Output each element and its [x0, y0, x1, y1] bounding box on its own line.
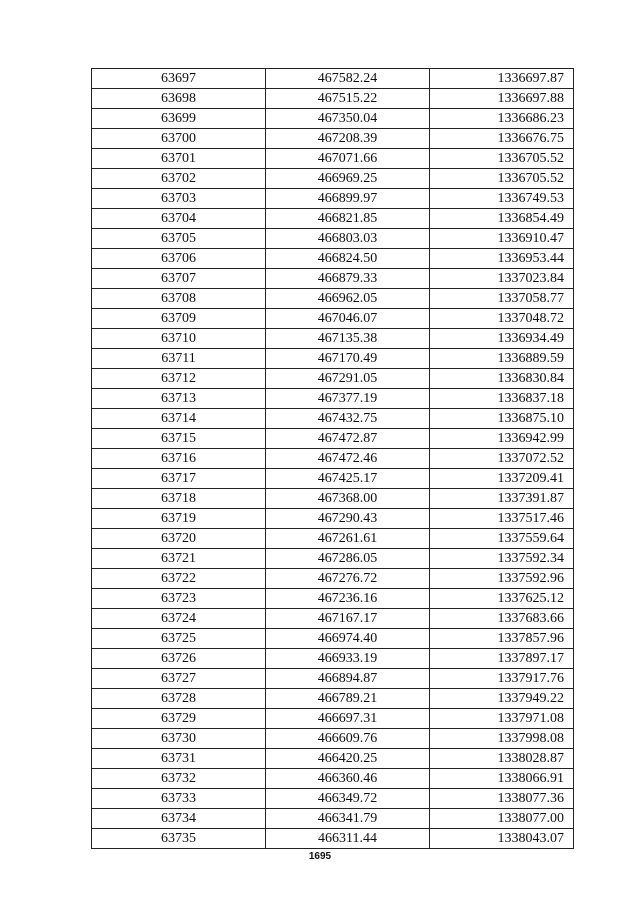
x-coordinate-cell: 466969.25	[266, 169, 430, 189]
point-id-cell: 63727	[92, 669, 266, 689]
table-row	[92, 469, 574, 489]
y-coordinate-cell: 1337023.84	[430, 269, 574, 289]
point-id-cell: 63707	[92, 269, 266, 289]
x-coordinate-cell: 466789.21	[266, 689, 430, 709]
table-row	[92, 569, 574, 589]
y-coordinate-cell: 1336830.84	[430, 369, 574, 389]
x-coordinate-cell: 467290.43	[266, 509, 430, 529]
table-row	[92, 229, 574, 249]
table-row	[92, 609, 574, 629]
point-id-cell: 63734	[92, 809, 266, 829]
point-id-cell: 63732	[92, 769, 266, 789]
y-coordinate-cell: 1337592.34	[430, 549, 574, 569]
table-row	[92, 349, 574, 369]
x-coordinate-cell: 466420.25	[266, 749, 430, 769]
point-id-cell: 63697	[92, 69, 266, 89]
table-row	[92, 189, 574, 209]
x-coordinate-cell: 466609.76	[266, 729, 430, 749]
table-row	[92, 669, 574, 689]
point-id-cell: 63710	[92, 329, 266, 349]
y-coordinate-cell: 1336934.49	[430, 329, 574, 349]
y-coordinate-cell: 1337592.96	[430, 569, 574, 589]
y-coordinate-cell: 1336749.53	[430, 189, 574, 209]
x-coordinate-cell: 466341.79	[266, 809, 430, 829]
y-coordinate-cell: 1337897.17	[430, 649, 574, 669]
table-row	[92, 529, 574, 549]
x-coordinate-cell: 466824.50	[266, 249, 430, 269]
table-row	[92, 789, 574, 809]
x-coordinate-cell: 467046.07	[266, 309, 430, 329]
table-row	[92, 629, 574, 649]
y-coordinate-cell: 1338077.00	[430, 809, 574, 829]
y-coordinate-cell: 1338043.07	[430, 829, 574, 849]
x-coordinate-cell: 467350.04	[266, 109, 430, 129]
table-row	[92, 89, 574, 109]
y-coordinate-cell: 1336705.52	[430, 169, 574, 189]
y-coordinate-cell: 1338066.91	[430, 769, 574, 789]
point-id-cell: 63721	[92, 549, 266, 569]
y-coordinate-cell: 1338028.87	[430, 749, 574, 769]
x-coordinate-cell: 467071.66	[266, 149, 430, 169]
point-id-cell: 63719	[92, 509, 266, 529]
x-coordinate-cell: 467515.22	[266, 89, 430, 109]
table-row	[92, 369, 574, 389]
x-coordinate-cell: 466311.44	[266, 829, 430, 849]
y-coordinate-cell: 1336953.44	[430, 249, 574, 269]
x-coordinate-cell: 467208.39	[266, 129, 430, 149]
x-coordinate-cell: 466803.03	[266, 229, 430, 249]
y-coordinate-cell: 1337391.87	[430, 489, 574, 509]
y-coordinate-cell: 1336889.59	[430, 349, 574, 369]
x-coordinate-cell: 466349.72	[266, 789, 430, 809]
point-id-cell: 63735	[92, 829, 266, 849]
y-coordinate-cell: 1337917.76	[430, 669, 574, 689]
point-id-cell: 63730	[92, 729, 266, 749]
x-coordinate-cell: 467276.72	[266, 569, 430, 589]
point-id-cell: 63731	[92, 749, 266, 769]
x-coordinate-cell: 467582.24	[266, 69, 430, 89]
point-id-cell: 63699	[92, 109, 266, 129]
table-row	[92, 169, 574, 189]
table-row	[92, 509, 574, 529]
y-coordinate-cell: 1337971.08	[430, 709, 574, 729]
table-row	[92, 329, 574, 349]
y-coordinate-cell: 1337998.08	[430, 729, 574, 749]
x-coordinate-cell: 467236.16	[266, 589, 430, 609]
y-coordinate-cell: 1337517.46	[430, 509, 574, 529]
table-row	[92, 489, 574, 509]
x-coordinate-cell: 467286.05	[266, 549, 430, 569]
table-row	[92, 449, 574, 469]
x-coordinate-cell: 466697.31	[266, 709, 430, 729]
point-id-cell: 63711	[92, 349, 266, 369]
point-id-cell: 63733	[92, 789, 266, 809]
point-id-cell: 63717	[92, 469, 266, 489]
point-id-cell: 63723	[92, 589, 266, 609]
point-id-cell: 63725	[92, 629, 266, 649]
x-coordinate-cell: 466821.85	[266, 209, 430, 229]
point-id-cell: 63720	[92, 529, 266, 549]
x-coordinate-cell: 466899.97	[266, 189, 430, 209]
table-row	[92, 389, 574, 409]
y-coordinate-cell: 1336837.18	[430, 389, 574, 409]
table-row	[92, 309, 574, 329]
point-id-cell: 63718	[92, 489, 266, 509]
y-coordinate-cell: 1337048.72	[430, 309, 574, 329]
table-row	[92, 69, 574, 89]
x-coordinate-cell: 467170.49	[266, 349, 430, 369]
y-coordinate-cell: 1337949.22	[430, 689, 574, 709]
point-id-cell: 63708	[92, 289, 266, 309]
table-row	[92, 729, 574, 749]
table-row	[92, 129, 574, 149]
point-id-cell: 63729	[92, 709, 266, 729]
point-id-cell: 63712	[92, 369, 266, 389]
y-coordinate-cell: 1336910.47	[430, 229, 574, 249]
page-number: 1695	[308, 851, 332, 862]
point-id-cell: 63716	[92, 449, 266, 469]
x-coordinate-cell: 467472.46	[266, 449, 430, 469]
y-coordinate-cell: 1336942.99	[430, 429, 574, 449]
table-row	[92, 109, 574, 129]
x-coordinate-cell: 466962.05	[266, 289, 430, 309]
table-row	[92, 209, 574, 229]
table-row	[92, 749, 574, 769]
table-row	[92, 709, 574, 729]
point-id-cell: 63713	[92, 389, 266, 409]
table-row	[92, 149, 574, 169]
point-id-cell: 63705	[92, 229, 266, 249]
point-id-cell: 63714	[92, 409, 266, 429]
y-coordinate-cell: 1337559.64	[430, 529, 574, 549]
table-row	[92, 829, 574, 849]
table-row	[92, 549, 574, 569]
x-coordinate-cell: 466974.40	[266, 629, 430, 649]
y-coordinate-cell: 1337058.77	[430, 289, 574, 309]
y-coordinate-cell: 1337857.96	[430, 629, 574, 649]
table-row	[92, 809, 574, 829]
table-row	[92, 649, 574, 669]
x-coordinate-cell: 467432.75	[266, 409, 430, 429]
y-coordinate-cell: 1336697.87	[430, 69, 574, 89]
x-coordinate-cell: 467135.38	[266, 329, 430, 349]
point-id-cell: 63709	[92, 309, 266, 329]
table-row	[92, 269, 574, 289]
table-row	[92, 689, 574, 709]
coordinate-table	[91, 68, 574, 849]
y-coordinate-cell: 1336875.10	[430, 409, 574, 429]
table-row	[92, 589, 574, 609]
y-coordinate-cell: 1337209.41	[430, 469, 574, 489]
table-row	[92, 769, 574, 789]
x-coordinate-cell: 466894.87	[266, 669, 430, 689]
table-row	[92, 289, 574, 309]
table-row	[92, 429, 574, 449]
x-coordinate-cell: 466360.46	[266, 769, 430, 789]
point-id-cell: 63722	[92, 569, 266, 589]
y-coordinate-cell: 1336705.52	[430, 149, 574, 169]
x-coordinate-cell: 467167.17	[266, 609, 430, 629]
point-id-cell: 63724	[92, 609, 266, 629]
x-coordinate-cell: 467472.87	[266, 429, 430, 449]
x-coordinate-cell: 467425.17	[266, 469, 430, 489]
y-coordinate-cell: 1336854.49	[430, 209, 574, 229]
x-coordinate-cell: 467291.05	[266, 369, 430, 389]
x-coordinate-cell: 467377.19	[266, 389, 430, 409]
table-row	[92, 409, 574, 429]
point-id-cell: 63698	[92, 89, 266, 109]
x-coordinate-cell: 466879.33	[266, 269, 430, 289]
coordinate-table-body	[92, 69, 574, 849]
x-coordinate-cell: 467368.00	[266, 489, 430, 509]
point-id-cell: 63702	[92, 169, 266, 189]
point-id-cell: 63726	[92, 649, 266, 669]
y-coordinate-cell: 1336676.75	[430, 129, 574, 149]
y-coordinate-cell: 1336686.23	[430, 109, 574, 129]
point-id-cell: 63706	[92, 249, 266, 269]
point-id-cell: 63728	[92, 689, 266, 709]
point-id-cell: 63700	[92, 129, 266, 149]
x-coordinate-cell: 466933.19	[266, 649, 430, 669]
y-coordinate-cell: 1337072.52	[430, 449, 574, 469]
point-id-cell: 63703	[92, 189, 266, 209]
point-id-cell: 63701	[92, 149, 266, 169]
x-coordinate-cell: 467261.61	[266, 529, 430, 549]
point-id-cell: 63704	[92, 209, 266, 229]
y-coordinate-cell: 1337625.12	[430, 589, 574, 609]
y-coordinate-cell: 1336697.88	[430, 89, 574, 109]
point-id-cell: 63715	[92, 429, 266, 449]
y-coordinate-cell: 1338077.36	[430, 789, 574, 809]
table-row	[92, 249, 574, 269]
y-coordinate-cell: 1337683.66	[430, 609, 574, 629]
